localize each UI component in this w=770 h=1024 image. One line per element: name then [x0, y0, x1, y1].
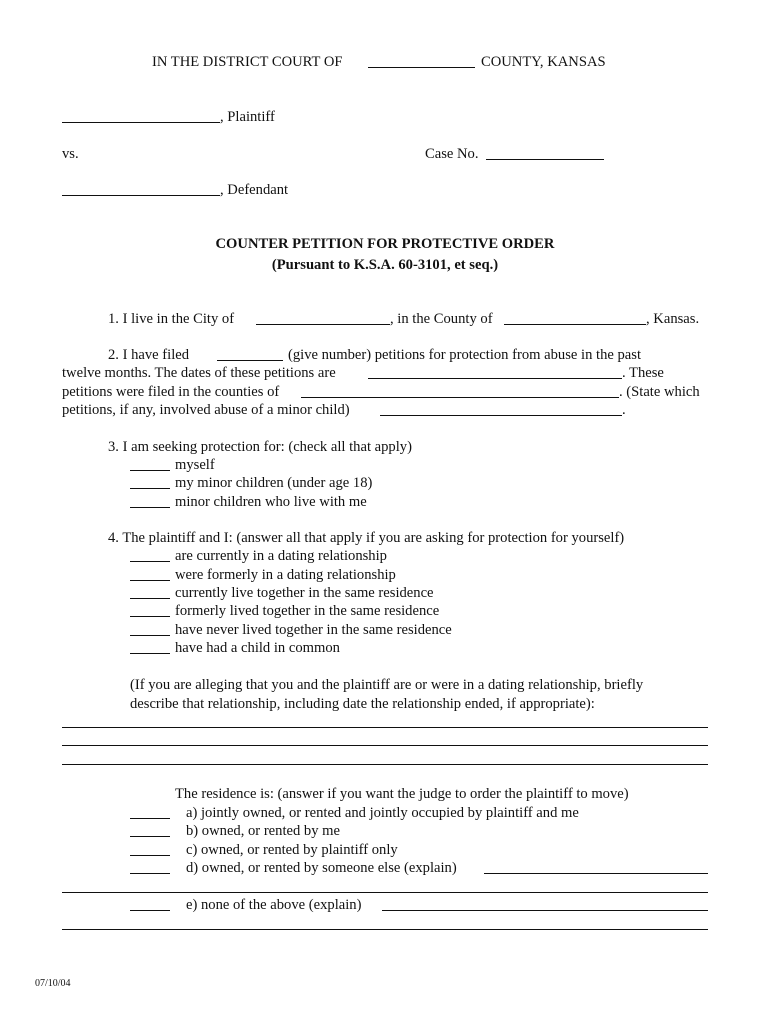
- relationship-answer-line[interactable]: [62, 764, 708, 765]
- option-formerly-lived-together: formerly lived together in the same residence: [175, 603, 440, 619]
- relationship-answer-line[interactable]: [62, 745, 708, 746]
- none-explain-line[interactable]: [62, 929, 708, 930]
- check-blank-child-in-common[interactable]: [130, 641, 170, 654]
- petition-counties-blank[interactable]: [301, 385, 619, 398]
- item2-counties-text: petitions were filed in the counties of: [62, 384, 280, 400]
- item2-give-number-text: (give number) petitions for protection from abuse in the past: [288, 347, 641, 363]
- option-none-of-the-above: e) none of the above (explain): [186, 897, 362, 913]
- option-owned-by-someone-else: d) owned, or rented by someone else (explain): [186, 860, 457, 876]
- check-blank-owned-by-me[interactable]: [130, 824, 170, 837]
- item4-heading: 4. The plaintiff and I: (answer all that apply if you are asking for protection for yourself): [108, 530, 625, 546]
- item2-dates-text: twelve months. The dates of these petitions are: [62, 365, 336, 381]
- check-blank-owned-by-plaintiff[interactable]: [130, 843, 170, 856]
- option-currently-live-together: currently live together in the same residence: [175, 585, 434, 601]
- dating-note-line-2: describe that relationship, including date the relationship ended, if appropriate):: [130, 696, 595, 712]
- check-blank-currently-dating[interactable]: [130, 549, 170, 562]
- case-number-label: Case No.: [425, 146, 479, 162]
- item2-period: .: [622, 402, 626, 418]
- versus-label: vs.: [62, 146, 79, 162]
- plaintiff-label: , Plaintiff: [220, 109, 275, 125]
- check-blank-children-living-with-me[interactable]: [130, 495, 170, 508]
- check-blank-none-of-the-above[interactable]: [130, 898, 170, 911]
- check-blank-formerly-dating[interactable]: [130, 568, 170, 581]
- check-blank-never-lived-together[interactable]: [130, 623, 170, 636]
- relationship-answer-line[interactable]: [62, 727, 708, 728]
- defendant-name-blank[interactable]: [62, 183, 220, 196]
- someone-else-explain-line[interactable]: [62, 892, 708, 893]
- court-suffix: COUNTY, KANSAS: [481, 54, 606, 70]
- item2-state-which-text: . (State which: [619, 384, 700, 400]
- option-owned-by-me: b) owned, or rented by me: [186, 823, 340, 839]
- item3-heading: 3. I am seeking protection for: (check all that apply): [108, 439, 412, 455]
- option-child-in-common: have had a child in common: [175, 640, 340, 656]
- minor-child-petitions-blank[interactable]: [380, 403, 622, 416]
- check-blank-minor-children[interactable]: [130, 476, 170, 489]
- check-blank-currently-live-together[interactable]: [130, 586, 170, 599]
- item2-filed-text: 2. I have filed: [108, 347, 190, 363]
- check-blank-jointly-owned[interactable]: [130, 806, 170, 819]
- check-blank-formerly-lived-together[interactable]: [130, 604, 170, 617]
- county-of-residence-blank[interactable]: [504, 312, 646, 325]
- someone-else-explain-blank[interactable]: [484, 861, 708, 874]
- defendant-label: , Defendant: [220, 182, 289, 198]
- title-sub: (Pursuant to K.S.A. 60-3101, et seq.): [271, 257, 499, 273]
- form-date-code: 07/10/04: [35, 978, 71, 989]
- option-never-lived-together: have never lived together in the same residence: [175, 622, 452, 638]
- option-formerly-dating: were formerly in a dating relationship: [175, 567, 396, 583]
- item1-county-text: , in the County of: [390, 311, 493, 327]
- petition-count-blank[interactable]: [217, 348, 283, 361]
- county-blank[interactable]: [368, 55, 475, 68]
- item2-these-text: . These: [622, 365, 664, 381]
- petition-dates-blank[interactable]: [368, 366, 622, 379]
- option-children-living-with-me: minor children who live with me: [175, 494, 367, 510]
- title-main: COUNTER PETITION FOR PROTECTIVE ORDER: [215, 236, 555, 252]
- option-owned-by-plaintiff: c) owned, or rented by plaintiff only: [186, 842, 398, 858]
- check-blank-owned-by-someone-else[interactable]: [130, 861, 170, 874]
- item1-state-text: , Kansas.: [646, 311, 700, 327]
- court-prefix: IN THE DISTRICT COURT OF: [152, 54, 343, 70]
- option-currently-dating: are currently in a dating relationship: [175, 548, 387, 564]
- option-jointly-owned: a) jointly owned, or rented and jointly occupied by plaintiff and me: [186, 805, 579, 821]
- item2-minor-child-text: petitions, if any, involved abuse of a minor child): [62, 402, 350, 418]
- option-myself: myself: [175, 457, 215, 473]
- check-blank-myself[interactable]: [130, 458, 170, 471]
- residence-heading: The residence is: (answer if you want the judge to order the plaintiff to move): [175, 786, 629, 802]
- city-blank[interactable]: [256, 312, 390, 325]
- none-explain-blank[interactable]: [382, 898, 708, 911]
- option-minor-children: my minor children (under age 18): [175, 475, 373, 491]
- plaintiff-name-blank[interactable]: [62, 110, 220, 123]
- dating-note-line-1: (If you are alleging that you and the plaintiff are or were in a dating relationship, briefly: [130, 677, 644, 693]
- item1-city-text: 1. I live in the City of: [108, 311, 235, 327]
- case-number-blank[interactable]: [486, 147, 604, 160]
